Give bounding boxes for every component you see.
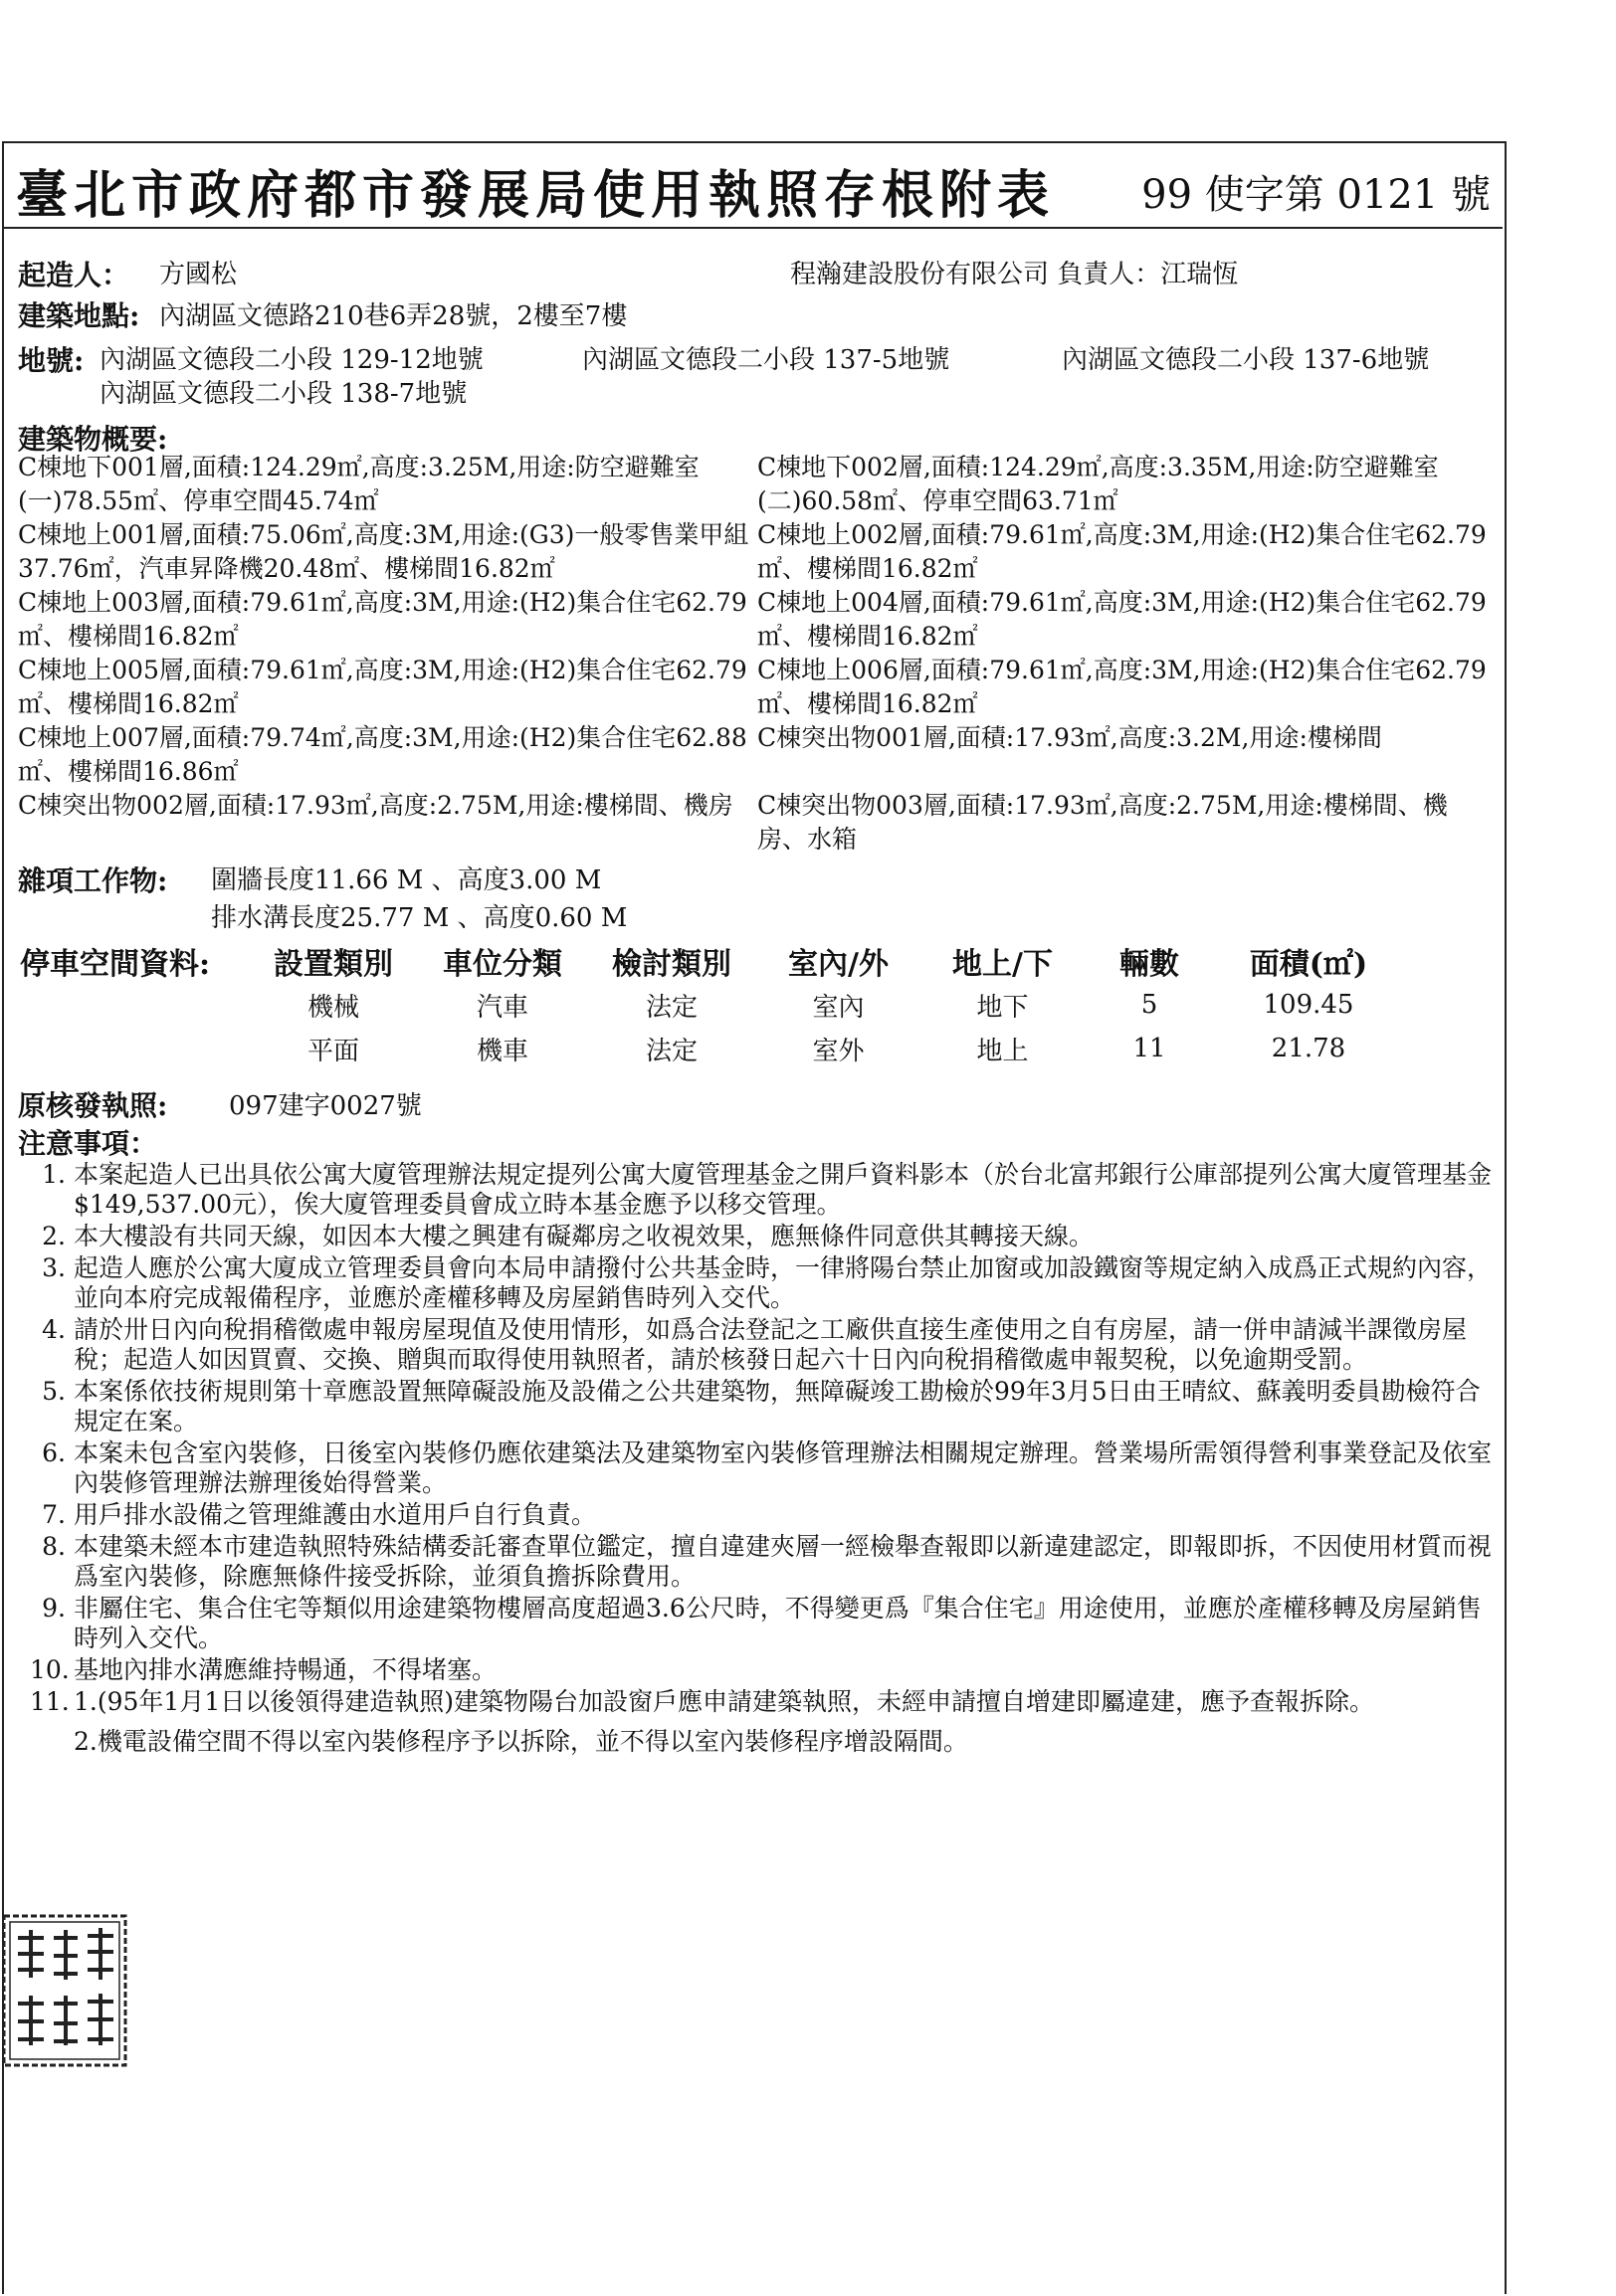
parking-col-header: 車位分類 [443,947,562,982]
note-number: 6. [42,1438,66,1467]
notes-label: 注意事項： [18,1127,158,1160]
list-item [30,1594,1493,1653]
misc-label: 雜項工作物: [18,864,168,897]
page-title: 臺北市政府都市發展局使用執照存根附表 [16,165,1056,226]
parking-col-header: 面積(㎡) [1249,947,1368,982]
building-line: C棟地上002層,面積:79.61㎡,高度:3M,用途:(H2)集合住宅62.79㎡、樓梯間16.82㎡ [757,520,1487,583]
building-line: C棟地上004層,面積:79.61㎡,高度:3M,用途:(H2)集合住宅62.79㎡、樓梯間16.82㎡ [757,588,1487,651]
parking-cell: 11 [1132,1034,1166,1063]
site-value: 內湖區文德路210巷6弄28號，2樓至7樓 [159,301,628,331]
applicant-label: 起造人： [18,259,130,291]
list-item [30,1253,1493,1313]
parking-label: 停車空間資料: [20,947,211,982]
building-line: C棟地上003層,面積:79.61㎡,高度:3M,用途:(H2)集合住宅62.79㎡、樓梯間16.82㎡ [18,588,747,651]
note-text: 本案未包含室內裝修，日後室內裝修仍應依建築法及建築物室內裝修管理辦法相關規定辦理。營業場所需領得營利事業登記及依室內裝修管理辦法辦理後始得營業。 [74,1438,1493,1497]
notes-list [30,1160,1493,1759]
parking-col-header: 地上/下 [952,947,1053,982]
misc-line: 圍牆長度11.66 M 、高度3.00 M [211,865,602,895]
note-text: 本案係依技術規則第十章應設置無障礙設施及設備之公共建築物，無障礙竣工勘檢於99年3月5日由王晴紋、蘇義明委員勘檢符合規定在案。 [74,1377,1481,1435]
note-text: 2.機電設備空間不得以室內裝修程序予以拆除，並不得以室內裝修程序增設隔間。 [74,1727,968,1756]
parking-col-header: 室內/外 [788,947,889,982]
building-line: C棟地下002層,面積:124.29㎡,高度:3.35M,用途:防空避難室(二)60.58㎡、停車空間63.71㎡ [757,453,1439,515]
parking-cell: 109.45 [1263,990,1354,1020]
lot-item: 內湖區文德段二小段 137-6地號 [1062,345,1430,375]
note-number: 11. [30,1687,70,1716]
list-item [30,1438,1493,1498]
original-permit-label: 原核發執照: [18,1089,168,1122]
note-text: 用戶排水設備之管理維護由水道用戶自行負責。 [74,1500,597,1529]
lot-item: 內湖區文德段二小段 138-7地號 [100,379,468,409]
note-number: 1. [42,1160,66,1189]
parking-cell: 室內 [812,992,865,1023]
lot-item: 內湖區文德段二小段 137-5地號 [582,345,950,375]
parking-col-header: 檢討類別 [612,947,731,982]
list-item [30,1532,1493,1592]
note-text: 請於卅日內向稅捐稽徵處申報房屋現值及使用情形，如爲合法登記之工廠供直接生產使用之自有房屋，請一併申請減半課徵房屋稅；起造人如因買賣、交換、贈與而取得使用執照者，請於核發日起六十日內向稅捐稽徵處申報契稅，以免逾期受罰。 [74,1315,1468,1374]
table-row [20,1027,1403,1070]
list-item [30,1377,1493,1436]
list-item [30,1222,1493,1251]
lot-label: 地號: [18,344,85,377]
table-row [20,983,1403,1027]
misc-line: 排水溝長度25.77 M 、高度0.60 M [211,903,628,933]
parking-cell: 21.78 [1271,1034,1346,1063]
note-number: 5. [42,1377,66,1406]
note-number [30,1727,74,1757]
title-row [2,141,1503,229]
building-line: C棟地上007層,面積:79.74㎡,高度:3M,用途:(H2)集合住宅62.88㎡、樓梯間16.86㎡ [18,723,747,786]
note-text: 本建築未經本市建造執照特殊結構委託審查單位鑑定，擅自違建夾層一經檢舉查報即以新違建認定，即報即拆，不因使用材質而視爲室內裝修，除應無條件接受拆除，並須負擔拆除費用。 [74,1532,1493,1591]
building-line: C棟地上001層,面積:75.06㎡,高度:3M,用途:(G3)一般零售業甲組37.76㎡，汽車昇降機20.48㎡、樓梯間16.82㎡ [18,520,749,583]
parking-cell: 室外 [812,1036,865,1066]
note-text: 1.(95年1月1日以後領得建造執照)建築物陽台加設窗戶應申請建築執照，未經申請擅自增建即屬違建，應予查報拆除。 [74,1687,1374,1716]
site-label: 建築地點: [18,299,140,332]
parking-cell: 5 [1140,990,1158,1020]
list-item [30,1315,1493,1375]
lot-item: 內湖區文德段二小段 129-12地號 [100,345,484,375]
parking-cell: 地上 [976,1036,1029,1066]
seal-graphic [0,1910,129,2075]
building-line: C棟突出物001層,面積:17.93㎡,高度:3.2M,用途:樓梯間 [757,723,1382,752]
note-text: 非屬住宅、集合住宅等類似用途建築物樓層高度超過3.6公尺時，不得變更爲『集合住宅』用途使用，並應於產權移轉及房屋銷售時列入交代。 [74,1594,1482,1652]
note-number: 3. [42,1253,66,1282]
building-line: C棟突出物002層,面積:17.93㎡,高度:2.75M,用途:樓梯間、機房 [18,791,733,820]
note-number: 8. [42,1532,66,1561]
building-line: C棟地下001層,面積:124.29㎡,高度:3.25M,用途:防空避難室(一)78.55㎡、停車空間45.74㎡ [18,453,700,515]
note-text: 本案起造人已出具依公寓大廈管理辦法規定提列公寓大廈管理基金之開戶資料影本（於台北富邦銀行公庫部提列公寓大廈管理基金$149,537.00元），俟大廈管理委員會成立時本基金應予以移交管理。 [74,1160,1493,1219]
list-item [30,1500,1493,1530]
note-number: 2. [42,1222,66,1250]
parking-cell: 法定 [645,992,698,1023]
document-number: 99 使字第 0121 號 [1141,172,1491,218]
note-number: 7. [42,1500,66,1529]
parking-header-row [20,939,1403,983]
note-text: 基地內排水溝應維持暢通，不得堵塞。 [74,1655,498,1684]
parking-col-header: 輛數 [1119,947,1179,982]
list-item [30,1727,1493,1757]
original-permit-value: 097建字0027號 [229,1091,422,1121]
list-item [30,1655,1493,1685]
list-item [30,1160,1493,1220]
note-number: 9. [42,1594,66,1623]
official-seal [0,1910,129,2075]
list-item [30,1687,1493,1717]
building-line: C棟地上005層,面積:79.61㎡,高度:3M,用途:(H2)集合住宅62.79㎡、樓梯間16.82㎡ [18,656,747,718]
building-label: 建築物概要: [18,423,168,456]
parking-cell: 平面 [306,1036,359,1066]
parking-col-header: 設置類別 [274,947,393,982]
parking-table [20,939,1403,1070]
note-text: 本大樓設有共同天線，如因本大樓之興建有礙鄰房之收視效果，應無條件同意供其轉接天線。 [74,1222,1095,1250]
parking-cell: 機械 [306,992,359,1023]
building-line: C棟突出物003層,面積:17.93㎡,高度:2.75M,用途:樓梯間、機房、水箱 [757,791,1448,854]
note-number: 10. [30,1655,70,1684]
parking-cell: 法定 [645,1036,698,1066]
note-number: 4. [42,1315,66,1344]
applicant-company: 程瀚建設股份有限公司 負責人：江瑞恆 [790,260,1239,289]
building-summary [18,451,1491,857]
parking-cell: 地下 [976,992,1029,1023]
applicant-name: 方國松 [159,260,238,289]
building-line: C棟地上006層,面積:79.61㎡,高度:3M,用途:(H2)集合住宅62.79㎡、樓梯間16.82㎡ [757,656,1487,718]
parking-cell: 汽車 [476,992,528,1023]
parking-cell: 機車 [476,1036,528,1066]
note-text: 起造人應於公寓大廈成立管理委員會向本局申請撥付公共基金時，一律將陽台禁止加窗或加設鐵窗等規定納入成爲正式規約內容，並向本府完成報備程序，並應於產權移轉及房屋銷售時列入交代。 [74,1253,1493,1312]
